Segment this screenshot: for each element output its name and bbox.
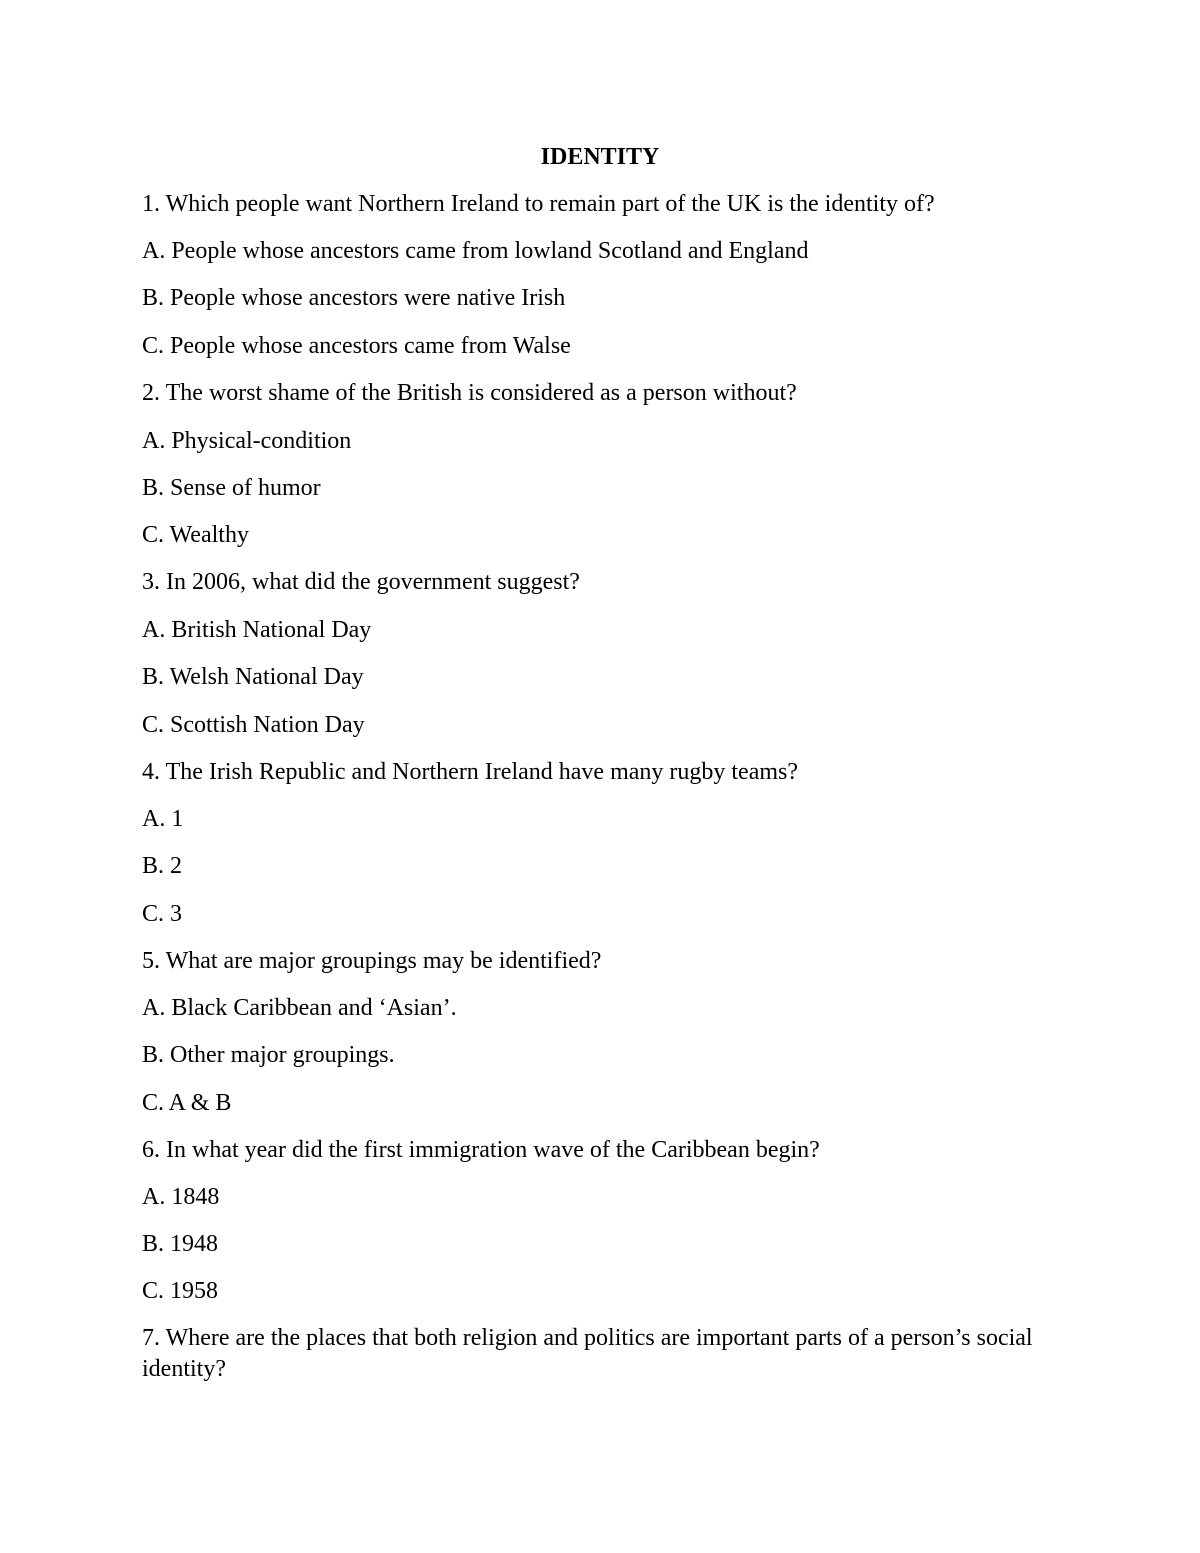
question-2-option-a: A. Physical-condition xyxy=(142,428,352,454)
question-3: 3. In 2006, what did the government suggest? xyxy=(142,569,580,595)
question-2-option-b: B. Sense of humor xyxy=(142,475,321,501)
question-2: 2. The worst shame of the British is considered as a person without? xyxy=(142,380,797,406)
question-4-option-b: B. 2 xyxy=(142,853,183,879)
document-title: IDENTITY xyxy=(540,144,660,170)
question-4-option-a: A. 1 xyxy=(142,806,184,832)
question-7: 7. Where are the places that both religion and politics are important parts of a person’s social identity? xyxy=(142,1325,1033,1382)
question-5: 5. What are major groupings may be identified? xyxy=(142,948,602,974)
question-1-option-b: B. People whose ancestors were native Irish xyxy=(142,285,566,311)
question-6-option-a: A. 1848 xyxy=(142,1184,220,1210)
question-6-option-c: C. 1958 xyxy=(142,1278,219,1304)
question-1-option-a: A. People whose ancestors came from lowland Scotland and England xyxy=(142,238,809,264)
question-4: 4. The Irish Republic and Northern Ireland have many rugby teams? xyxy=(142,759,799,785)
question-1: 1. Which people want Northern Ireland to remain part of the UK is the identity of? xyxy=(142,191,935,217)
question-5-option-b: B. Other major groupings. xyxy=(142,1042,395,1068)
question-5-option-c: C. A & B xyxy=(142,1090,232,1116)
question-3-option-c: C. Scottish Nation Day xyxy=(142,712,365,738)
question-4-option-c: C. 3 xyxy=(142,901,183,927)
question-3-option-b: B. Welsh National Day xyxy=(142,664,364,690)
question-6-option-b: B. 1948 xyxy=(142,1231,219,1257)
question-5-option-a: A. Black Caribbean and ‘Asian’. xyxy=(142,995,457,1021)
question-6: 6. In what year did the first immigration wave of the Caribbean begin? xyxy=(142,1137,820,1163)
question-1-option-c: C. People whose ancestors came from Walse xyxy=(142,333,571,359)
question-3-option-a: A. British National Day xyxy=(142,617,372,643)
question-2-option-c: C. Wealthy xyxy=(142,522,249,548)
